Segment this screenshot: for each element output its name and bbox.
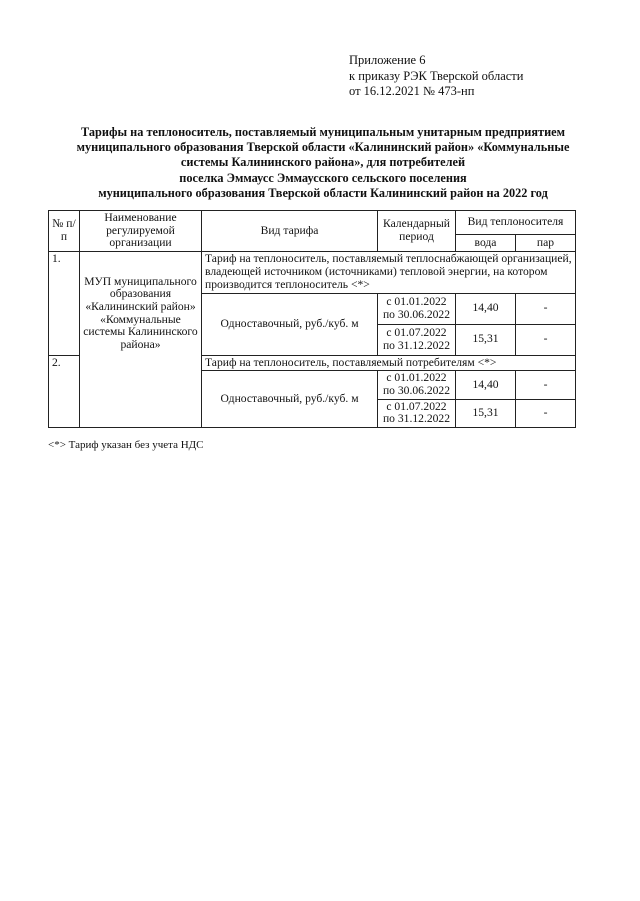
title-line-5: муниципального образования Тверской области Калининский район на 2022 год — [98, 185, 548, 200]
value-1-1-steam: - — [516, 293, 576, 324]
period-2-1: с 01.01.2022 по 30.06.2022 — [378, 371, 456, 399]
footnote: <*> Тариф указан без учета НДС — [48, 439, 204, 451]
value-2-2-steam: - — [516, 399, 576, 427]
tariff-label-2: Одноставочный, руб./куб. м — [202, 371, 378, 427]
header-num: № п/п — [49, 211, 80, 252]
row-number-1: 1. — [49, 251, 80, 355]
title-line-2: муниципального образования Тверской области «Калининский район» «Коммунальные — [76, 140, 570, 155]
value-1-1-water: 14,40 — [456, 293, 516, 324]
value-2-1-steam: - — [516, 371, 576, 399]
row-number-2: 2. — [49, 355, 80, 427]
title-line-4: поселка Эммаусс Эммаусского сельского поселения — [179, 170, 467, 185]
header-water: вода — [456, 235, 516, 252]
value-2-1-water: 14,40 — [456, 371, 516, 399]
tariff-label-1: Одноставочный, руб./куб. м — [202, 293, 378, 355]
period-1-2: с 01.07.2022 по 31.12.2022 — [378, 324, 456, 355]
section-2-label: Тариф на теплоноситель, поставляемый потребителям <*> — [202, 355, 576, 371]
section-1-label: Тариф на теплоноситель, поставляемый теплоснабжающей организацией, владеющей источником (источниками) тепловой энергии, на котором производится теплоноситель <*> — [202, 251, 576, 293]
period-1-1: с 01.01.2022 по 30.06.2022 — [378, 293, 456, 324]
appendix-date: от 16.12.2021 № 473-нп — [349, 84, 475, 98]
appendix-order: к приказу РЭК Тверской области — [349, 68, 524, 83]
org-name: МУП муниципального образования «Калининский район» «Коммунальные системы Калининского района» — [80, 251, 202, 427]
value-2-2-water: 15,31 — [456, 399, 516, 427]
header-carrier: Вид теплоносителя — [456, 211, 576, 235]
appendix-number: Приложение 6 — [349, 53, 426, 67]
header-org: Наименование регулируемой организации — [80, 211, 202, 252]
period-2-2: с 01.07.2022 по 31.12.2022 — [378, 399, 456, 427]
header-tariff-type: Вид тарифа — [202, 211, 378, 252]
title-line-3: системы Калининского района», для потребителей — [180, 155, 466, 170]
document-title — [40, 125, 606, 201]
appendix-header — [349, 53, 523, 100]
table-row — [49, 251, 576, 293]
header-period: Календарный период — [378, 211, 456, 252]
title-line-1: Тарифы на теплоноситель, поставляемый муниципальным унитарным предприятием — [80, 125, 565, 139]
tariff-table — [48, 210, 576, 428]
value-1-2-steam: - — [516, 324, 576, 355]
value-1-2-water: 15,31 — [456, 324, 516, 355]
table-header-row — [49, 211, 576, 235]
header-steam: пар — [516, 235, 576, 252]
